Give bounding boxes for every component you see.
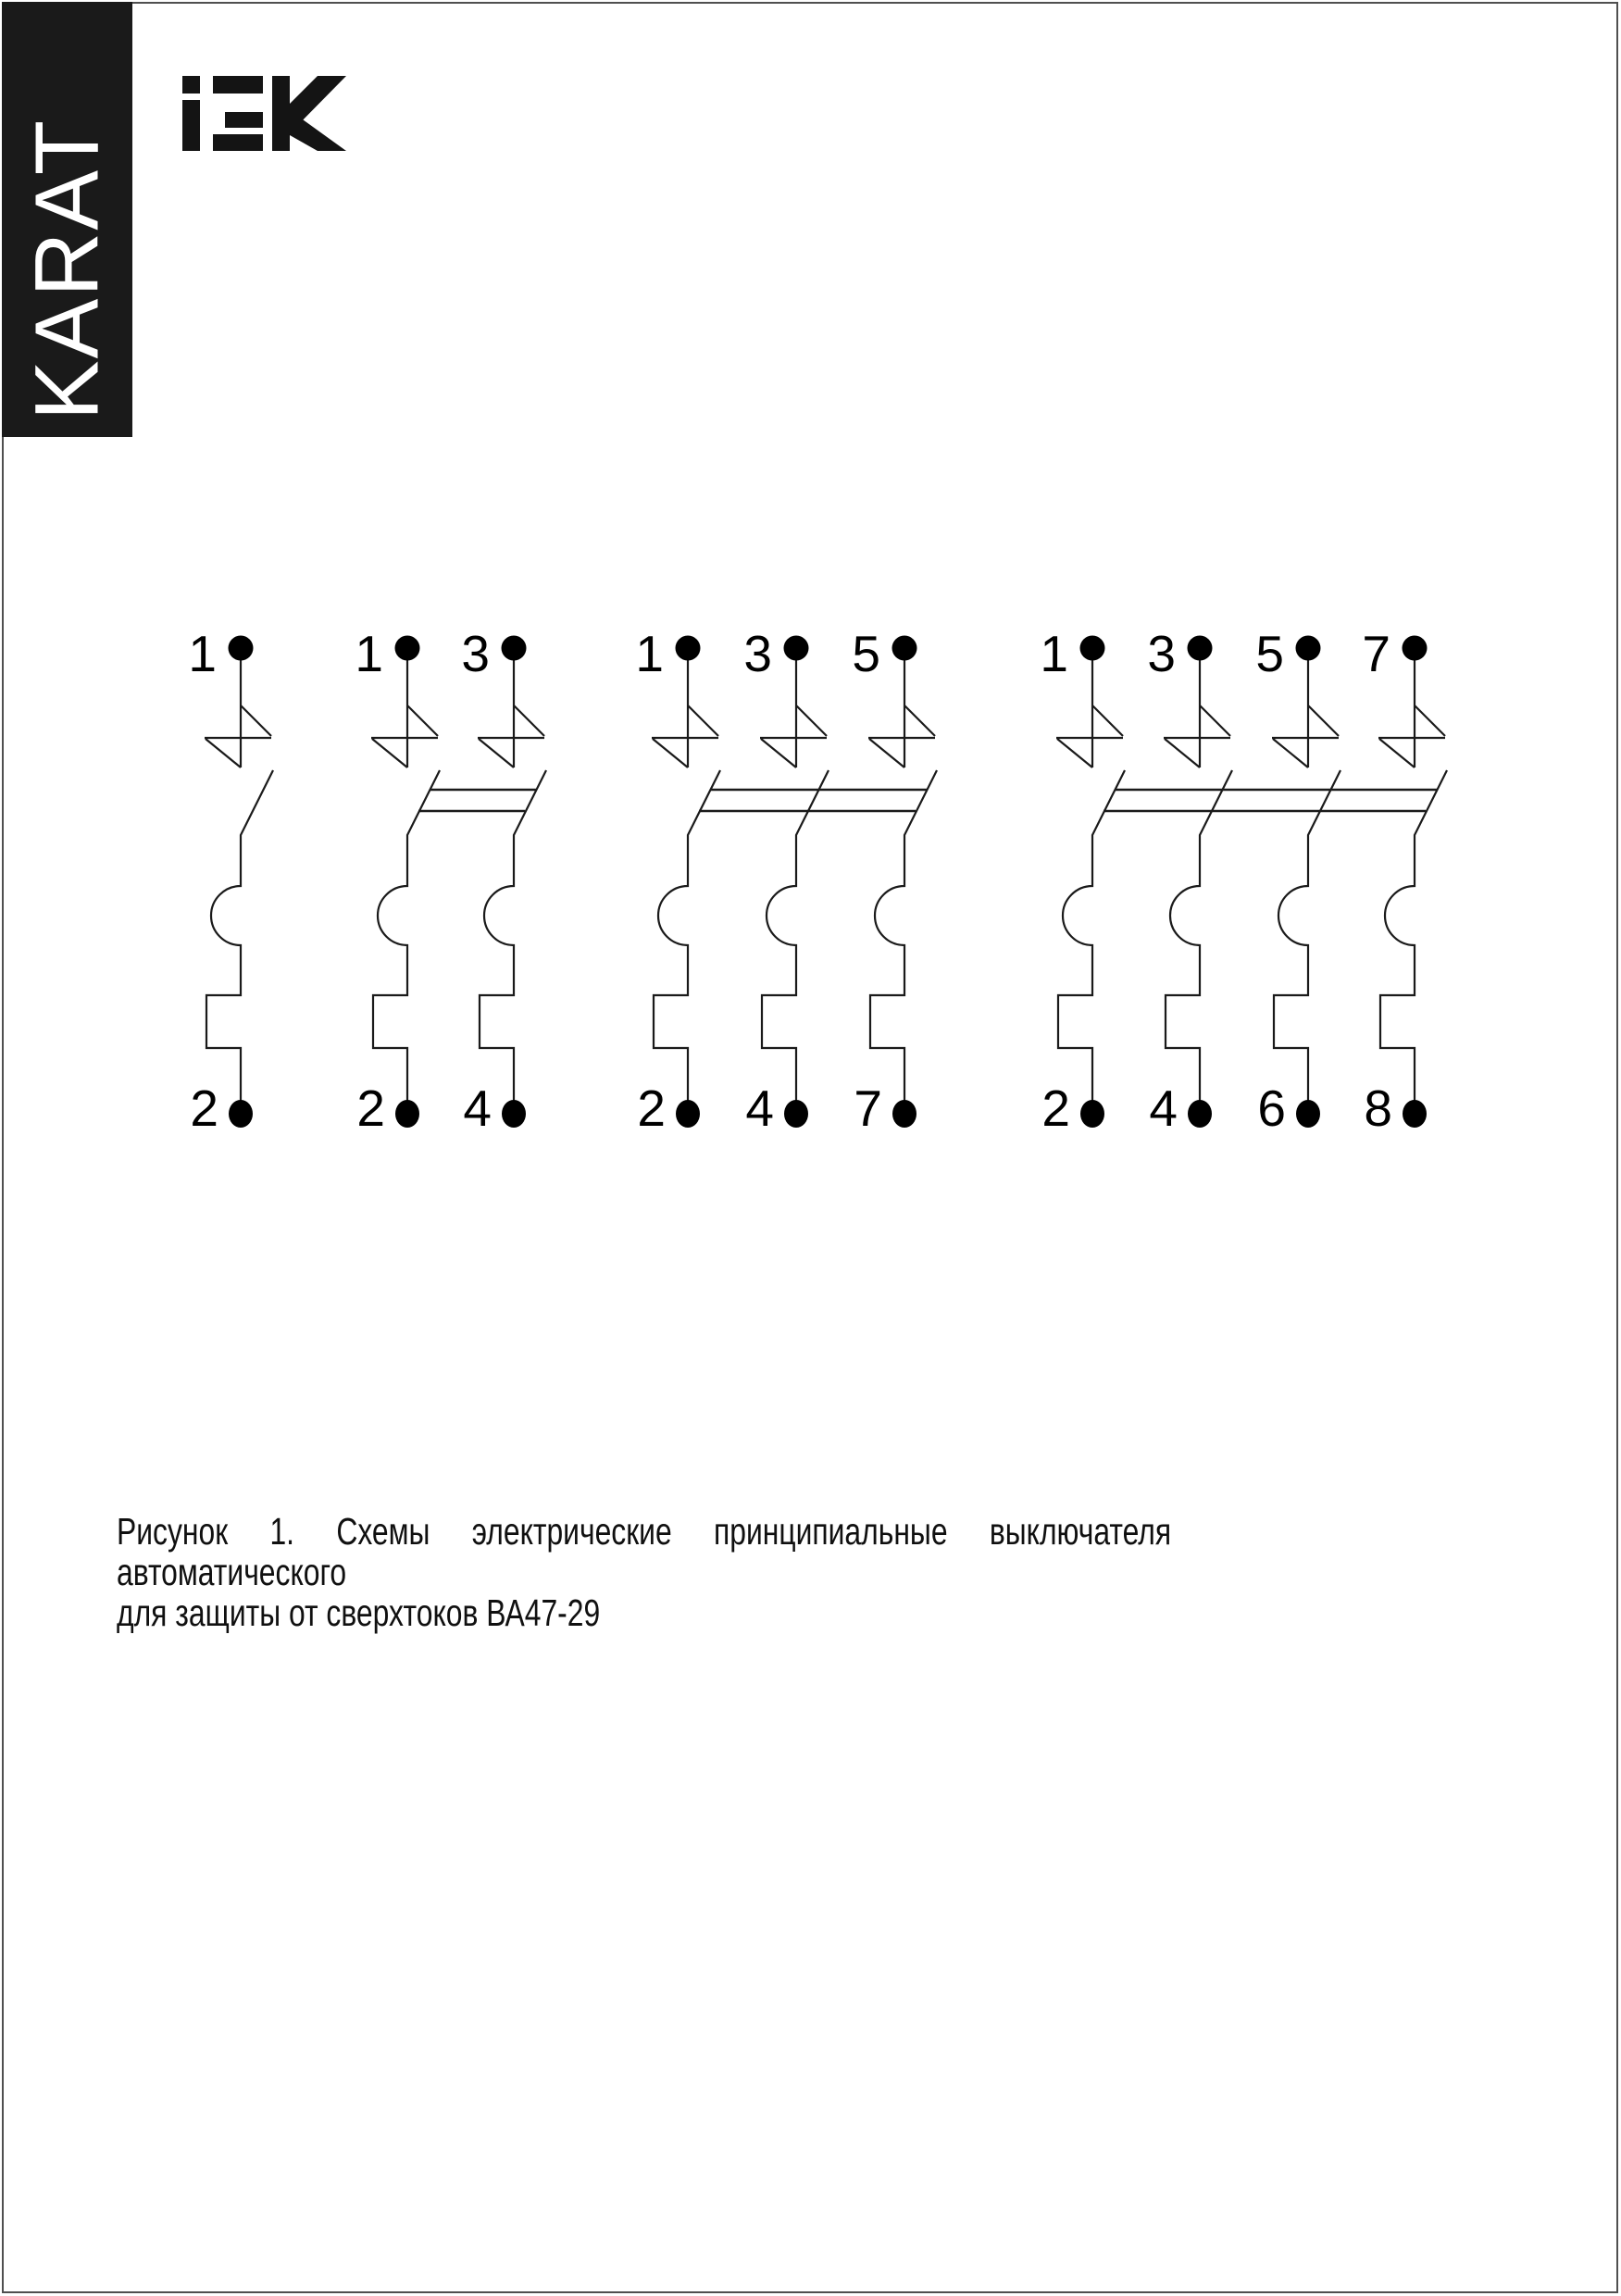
- caption-line-2: для защиты от сверхтоков ВА47-29: [117, 1591, 601, 1634]
- pole-conductor-path: [478, 660, 546, 1102]
- karat-label: KARAT: [16, 118, 118, 421]
- bottom-terminal-label: 4: [745, 1079, 774, 1137]
- pole-conductor-path: [205, 660, 273, 1102]
- bottom-terminal-label: 4: [1149, 1079, 1178, 1137]
- pole: [1147, 625, 1232, 1137]
- pole-conductor-path: [1272, 660, 1340, 1102]
- bottom-terminal-dot: [502, 1100, 526, 1128]
- karat-banner: [2, 2, 132, 437]
- top-terminal-dot: [892, 636, 917, 661]
- bottom-terminal-dot: [1296, 1100, 1320, 1128]
- bottom-terminal-dot: [676, 1100, 700, 1128]
- pole-conductor-path: [1164, 660, 1232, 1102]
- top-terminal-label: 7: [1362, 625, 1390, 682]
- top-terminal-label: 5: [852, 625, 880, 682]
- pole: [461, 625, 546, 1137]
- pole-conductor-path: [760, 660, 829, 1102]
- bottom-terminal-dot: [892, 1100, 916, 1128]
- pole-conductor-path: [652, 660, 720, 1102]
- diagram-4-pole: [1040, 625, 1447, 1137]
- top-terminal-label: 5: [1255, 625, 1284, 682]
- top-terminal-dot: [395, 636, 420, 661]
- top-terminal-label: 3: [1147, 625, 1176, 682]
- diagram-3-pole: [635, 625, 937, 1137]
- pole: [1362, 625, 1447, 1137]
- bottom-terminal-label: 4: [463, 1079, 492, 1137]
- bottom-terminal-dot: [229, 1100, 253, 1128]
- top-terminal-dot: [229, 636, 254, 661]
- pole-conductor-path: [868, 660, 937, 1102]
- bottom-terminal-label: 6: [1257, 1079, 1286, 1137]
- bottom-terminal-label: 7: [854, 1079, 882, 1137]
- bottom-terminal-dot: [395, 1100, 419, 1128]
- top-terminal-label: 3: [743, 625, 772, 682]
- top-terminal-dot: [1188, 636, 1213, 661]
- bottom-terminal-label: 2: [190, 1079, 218, 1137]
- top-terminal-label: 1: [188, 625, 217, 682]
- top-terminal-label: 1: [355, 625, 383, 682]
- bottom-terminal-dot: [1080, 1100, 1104, 1128]
- bottom-terminal-dot: [1403, 1100, 1427, 1128]
- pole: [852, 625, 937, 1137]
- top-terminal-dot: [1296, 636, 1321, 661]
- top-terminal-dot: [502, 636, 527, 661]
- diagram-1-pole: [188, 625, 273, 1137]
- pole-conductor-path: [1056, 660, 1125, 1102]
- top-terminal-dot: [1403, 636, 1428, 661]
- bottom-terminal-label: 2: [1041, 1079, 1070, 1137]
- bottom-terminal-label: 2: [637, 1079, 666, 1137]
- caption-line-1: Рисунок 1. Схемы электрические принципиальные выключателя автоматического: [117, 1510, 1172, 1593]
- top-terminal-dot: [676, 636, 701, 661]
- pole-conductor-path: [1378, 660, 1447, 1102]
- top-terminal-dot: [784, 636, 809, 661]
- top-terminal-label: 1: [635, 625, 664, 682]
- pole-conductor-path: [371, 660, 440, 1102]
- bottom-terminal-label: 8: [1364, 1079, 1392, 1137]
- pole: [355, 625, 440, 1137]
- top-terminal-label: 1: [1040, 625, 1068, 682]
- bottom-terminal-dot: [784, 1100, 808, 1128]
- pole: [1040, 625, 1125, 1137]
- pole: [188, 625, 273, 1137]
- top-terminal-label: 3: [461, 625, 490, 682]
- pole: [635, 625, 720, 1137]
- bottom-terminal-label: 2: [356, 1079, 385, 1137]
- bottom-terminal-dot: [1188, 1100, 1212, 1128]
- top-terminal-dot: [1080, 636, 1105, 661]
- pole: [743, 625, 829, 1137]
- pole: [1255, 625, 1340, 1137]
- diagram-2-pole: [355, 625, 546, 1137]
